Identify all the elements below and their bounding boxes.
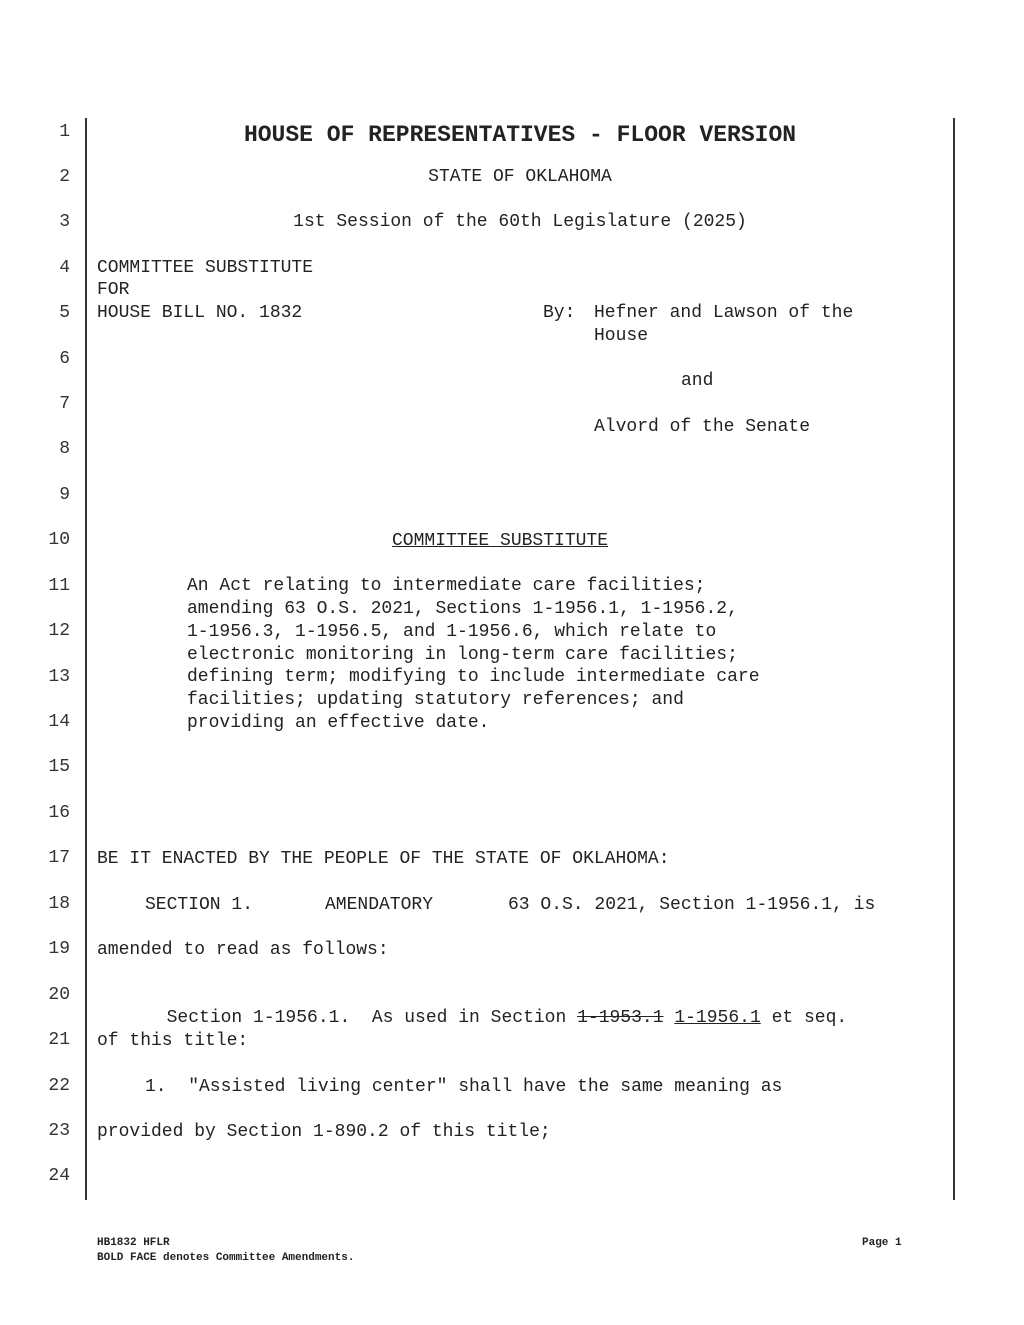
line-number: 3 [59, 212, 70, 232]
act-title-line: amending 63 O.S. 2021, Sections 1-1956.1, 1-1956.2, [187, 599, 738, 619]
house-sponsors-cont: House [594, 326, 649, 346]
line-number: 1 [59, 122, 70, 142]
definition-item-1: 1. "Assisted living center" shall have the same meaning as [145, 1077, 783, 1097]
line-number: 17 [48, 848, 70, 868]
bill-line-for: FOR [97, 280, 130, 300]
line-number: 11 [48, 576, 70, 596]
section-continuation: amended to read as follows: [97, 940, 389, 960]
line-number: 14 [48, 712, 70, 732]
line-number: 8 [59, 439, 70, 459]
right-margin-rule [953, 118, 955, 1200]
act-title-line: 1-1956.3, 1-1956.5, and 1-1956.6, which relate to [187, 622, 717, 642]
committee-substitute-heading: COMMITTEE SUBSTITUTE [392, 531, 609, 551]
act-title-line: defining term; modifying to include intermediate care [187, 667, 760, 687]
section-text-line [145, 985, 847, 1029]
act-title-line: facilities; updating statutory references; and [187, 690, 684, 710]
line-number: 21 [48, 1030, 70, 1050]
line-number: 2 [59, 167, 70, 187]
inserted-reference: 1-1956.1 [674, 1008, 761, 1028]
line-number: 10 [48, 530, 70, 550]
section-text-suffix: et seq. [771, 1008, 848, 1028]
by-label: By: [543, 303, 576, 323]
line-number: 20 [48, 985, 70, 1005]
line-number: 24 [48, 1166, 70, 1186]
section-text-line-2: of this title: [97, 1031, 249, 1051]
line-number: 6 [59, 349, 70, 369]
struck-reference: 1-1953.1 [577, 1008, 664, 1028]
line-number: 18 [48, 894, 70, 914]
page-title: HOUSE OF REPRESENTATIVES - FLOOR VERSION [243, 122, 797, 148]
footer-note: BOLD FACE denotes Committee Amendments. [97, 1252, 355, 1264]
state-name: STATE OF OKLAHOMA [428, 167, 612, 187]
act-title-line: electronic monitoring in long-term care facilities; [187, 645, 738, 665]
line-number: 9 [59, 485, 70, 505]
line-number: 19 [48, 939, 70, 959]
line-number: 7 [59, 394, 70, 414]
section-label: SECTION 1. [145, 895, 254, 915]
line-number: 13 [48, 667, 70, 687]
section-citation: 63 O.S. 2021, Section 1-1956.1, is [508, 895, 876, 915]
and-connector: and [681, 371, 714, 391]
line-number: 12 [48, 621, 70, 641]
line-number: 15 [48, 757, 70, 777]
line-number: 22 [48, 1076, 70, 1096]
act-title-line: providing an effective date. [187, 713, 490, 733]
footer-page-number: Page 1 [862, 1237, 902, 1249]
line-number: 16 [48, 803, 70, 823]
session-line: 1st Session of the 60th Legislature (2025) [293, 212, 747, 232]
house-sponsors: Hefner and Lawson of the [594, 303, 854, 323]
senate-sponsor: Alvord of the Senate [594, 417, 811, 437]
bill-number: HOUSE BILL NO. 1832 [97, 303, 303, 323]
section-type: AMENDATORY [325, 895, 434, 915]
enacting-clause: BE IT ENACTED BY THE PEOPLE OF THE STATE OF OKLAHOMA: [97, 849, 670, 869]
bill-line-committee-substitute: COMMITTEE SUBSTITUTE [97, 258, 314, 278]
line-number: 4 [59, 258, 70, 278]
footer-bill-code: HB1832 HFLR [97, 1237, 170, 1249]
line-number: 23 [48, 1121, 70, 1141]
definition-item-1-cont: provided by Section 1-890.2 of this title; [97, 1122, 551, 1142]
section-text-prefix: Section 1-1956.1. As used in Section [166, 1008, 567, 1028]
line-number: 5 [59, 303, 70, 323]
act-title-line: An Act relating to intermediate care facilities; [187, 576, 706, 596]
left-margin-rule [85, 118, 87, 1200]
